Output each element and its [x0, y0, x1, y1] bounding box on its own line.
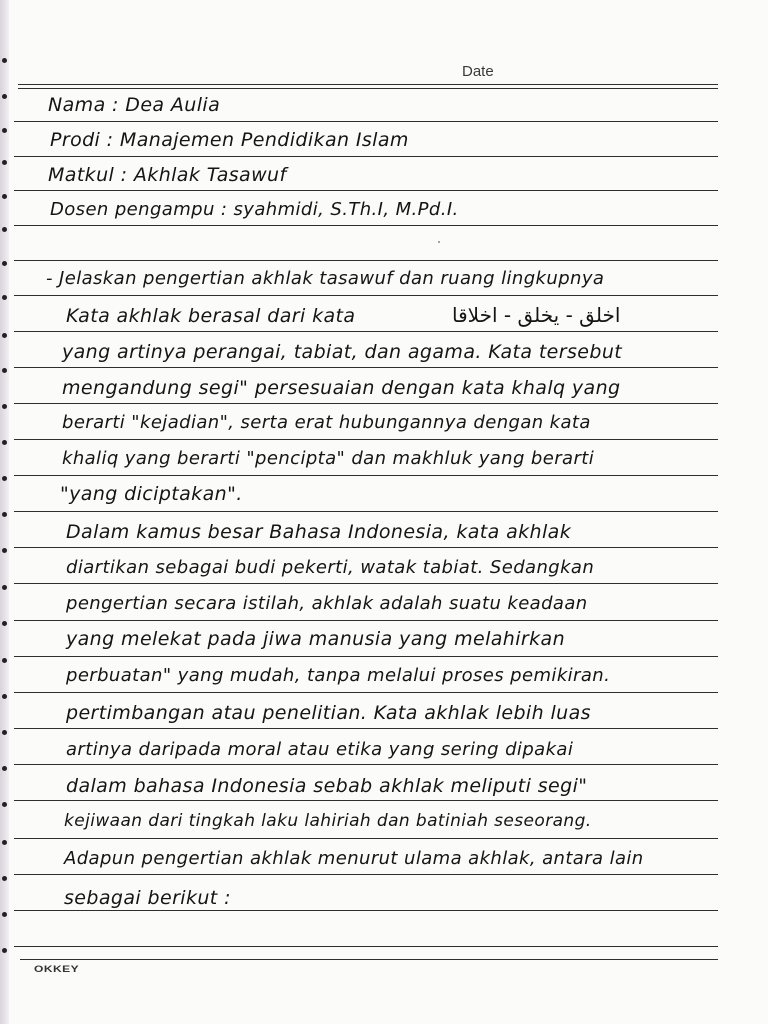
- body-line-18: sebagai berikut :: [64, 887, 231, 909]
- binding-hole: [2, 694, 7, 699]
- binding-hole: [2, 948, 7, 953]
- ruled-line: [14, 874, 718, 875]
- binding-hole: [2, 333, 7, 338]
- body-line-7: "yang diciptakan".: [60, 483, 243, 505]
- body-line-16: kejiwaan dari tingkah laku lahiriah dan batiniah seseorang.: [64, 811, 592, 831]
- ruled-line: [14, 190, 718, 191]
- body-line-13: pertimbangan atau penelitian. Kata akhlak lebih luas: [66, 702, 591, 724]
- ruled-line: [14, 121, 718, 122]
- binding-hole: [2, 295, 7, 300]
- ruled-line: [14, 692, 718, 693]
- binding-hole: [2, 912, 7, 917]
- ruled-line: [14, 583, 718, 584]
- ruled-line: [14, 260, 718, 261]
- ruled-line: [14, 620, 718, 621]
- body-line-15: dalam bahasa Indonesia sebab akhlak meliputi segi": [66, 775, 588, 797]
- binding-hole: [2, 227, 7, 232]
- binding-hole: [2, 585, 7, 590]
- body-line-1: - Jelaskan pengertian akhlak tasawuf dan ruang lingkupnya: [46, 268, 605, 289]
- ruled-line: [14, 511, 718, 512]
- body-line-5: berarti "kejadian", serta erat hubungannya dengan kata: [62, 412, 591, 433]
- ruled-line: [14, 838, 718, 839]
- bottom-rule: [20, 959, 718, 960]
- binding-hole: [2, 368, 7, 373]
- binding-hole: [2, 512, 7, 517]
- ruled-line: [14, 439, 718, 440]
- paper-speck: [438, 241, 440, 243]
- binding-hole: [2, 766, 7, 771]
- binding-hole: [2, 802, 7, 807]
- binding-hole: [2, 261, 7, 266]
- ruled-line: [14, 295, 718, 296]
- ruled-line: [14, 800, 718, 801]
- header-name: Nama : Dea Aulia: [48, 94, 221, 116]
- ruled-line: [14, 547, 718, 548]
- binding-hole: [2, 128, 7, 133]
- body-line-4: mengandung segi" persesuaian dengan kata khalq yang: [62, 377, 621, 399]
- header-matkul: Matkul : Akhlak Tasawuf: [48, 164, 287, 186]
- header-dosen: Dosen pengampu : syahmidi, S.Th.I, M.Pd.I.: [50, 199, 459, 220]
- binding-hole: [2, 58, 7, 63]
- ruled-line: [14, 475, 718, 476]
- ruled-line: [14, 728, 718, 729]
- body-line-6: khaliq yang berarti "pencipta" dan makhluk yang berarti: [62, 448, 595, 469]
- body-line-2: Kata akhlak berasal dari kata: [66, 305, 356, 327]
- body-line-11: yang melekat pada jiwa manusia yang melahirkan: [66, 628, 566, 650]
- binding-hole: [2, 440, 7, 445]
- date-label: Date: [462, 63, 494, 80]
- binding-hole: [2, 548, 7, 553]
- binding-hole: [2, 476, 7, 481]
- body-line-9: diartikan sebagai budi pekerti, watak tabiat. Sedangkan: [66, 557, 595, 578]
- body-line-17: Adapun pengertian akhlak menurut ulama akhlak, antara lain: [64, 848, 644, 869]
- arabic-verb-forms: اخلق - يخلق - اخلاقا: [452, 303, 621, 327]
- body-line-8: Dalam kamus besar Bahasa Indonesia, kata akhlak: [66, 521, 572, 543]
- binding-hole: [2, 94, 7, 99]
- notebook-brand-logo: OKKEY: [34, 963, 80, 975]
- body-line-3: yang artinya perangai, tabiat, dan agama. Kata tersebut: [62, 341, 623, 363]
- ruled-line: [14, 764, 718, 765]
- ruled-line: [14, 910, 718, 911]
- ruled-line: [14, 403, 718, 404]
- binding-hole: [2, 194, 7, 199]
- body-line-14: artinya daripada moral atau etika yang sering dipakai: [66, 739, 574, 760]
- binding-hole: [2, 160, 7, 165]
- body-line-12: perbuatan" yang mudah, tanpa melalui proses pemikiran.: [66, 665, 611, 686]
- binding-hole: [2, 876, 7, 881]
- binding-hole: [2, 730, 7, 735]
- ruled-line: [14, 367, 718, 368]
- ruled-line: [14, 225, 718, 226]
- header-prodi: Prodi : Manajemen Pendidikan Islam: [50, 129, 409, 151]
- binding-edge: [0, 0, 9, 1024]
- binding-hole: [2, 840, 7, 845]
- ruled-line: [14, 656, 718, 657]
- binding-hole: [2, 658, 7, 663]
- ruled-line: [14, 946, 718, 947]
- body-line-10: pengertian secara istilah, akhlak adalah suatu keadaan: [66, 593, 588, 614]
- binding-hole: [2, 621, 7, 626]
- binding-hole: [2, 404, 7, 409]
- ruled-line: [14, 156, 718, 157]
- ruled-line: [14, 331, 718, 332]
- top-rule: [18, 84, 718, 85]
